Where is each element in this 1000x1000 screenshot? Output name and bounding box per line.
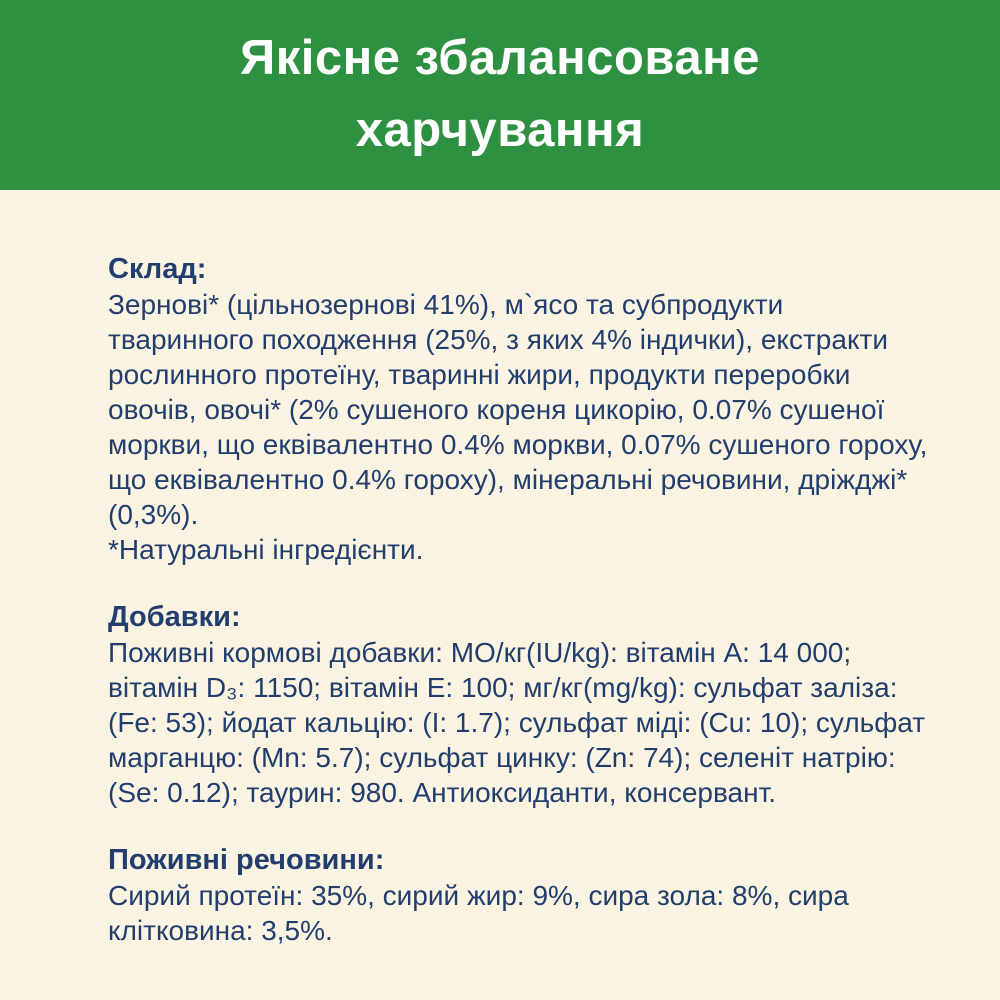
composition-line: овочів, овочі* (2% сушеного кореня цикорію, 0.07% сушеної (108, 394, 885, 425)
nutrients-line: клітковина: 3,5%. (108, 915, 333, 946)
composition-line: рослинного протеїну, тваринні жири, продукти переробки (108, 359, 851, 390)
page-title-line-1: Якісне збалансоване (240, 31, 760, 86)
composition-line: Зернові* (цільнозернові 41%), м`ясо та субпродукти (108, 289, 784, 320)
additives-line: вітамін D₃: 1150; вітамін E: 100; мг/кг(mg/kg): сульфат заліза: (108, 672, 898, 703)
composition-line: що еквівалентно 0.4% гороху), мінеральні речовини, дріжджі* (108, 464, 908, 495)
composition-line: тваринного походження (25%, з яких 4% індички), екстракти (108, 324, 888, 355)
header-banner (0, 0, 1000, 190)
section-nutrients (108, 843, 905, 948)
composition-line: моркви, що еквівалентно 0.4% моркви, 0.07% сушеного гороху, (108, 429, 928, 460)
section-composition (108, 252, 928, 567)
nutrients-line: Сирий протеїн: 35%, сирий жир: 9%, сира зола: 8%, сира (108, 880, 849, 911)
additives-heading: Добавки: (108, 601, 241, 633)
label-content (0, 190, 1000, 948)
composition-footnote: *Натуральні інгредієнти. (108, 534, 424, 565)
additives-line: (Se: 0.12); таурин: 980. Антиоксиданти, консервант. (108, 777, 777, 808)
page-title-line-2: харчування (355, 103, 645, 157)
additives-line: марганцю: (Mn: 5.7); сульфат цинку: (Zn: 74); селеніт натрію: (108, 742, 896, 773)
composition-heading: Склад: (108, 253, 207, 285)
additives-line: Поживні кормові добавки: МО/кг(IU/kg): вітамін A: 14 000; (108, 637, 852, 668)
composition-line: (0,3%). (108, 499, 199, 530)
additives-line: (Fe: 53); йодат кальцію: (I: 1.7); сульфат міді: (Cu: 10); сульфат (108, 707, 926, 738)
section-additives (108, 600, 926, 810)
nutrients-heading: Поживні речовини: (108, 844, 385, 876)
